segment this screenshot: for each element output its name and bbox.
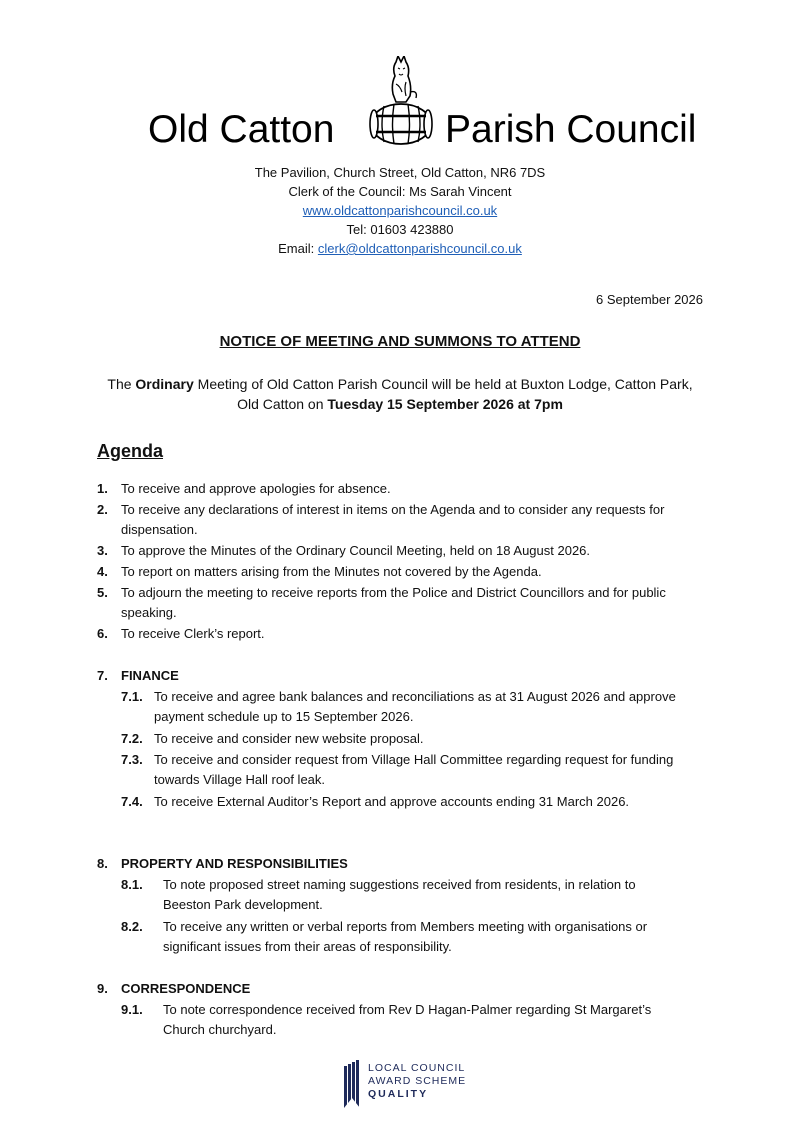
item-text: To receive External Auditor’s Report and approve accounts ending 31 March 2026.	[154, 794, 630, 809]
item-number: 7.4.	[121, 794, 143, 809]
email-link[interactable]: clerk@oldcattonparishcouncil.co.uk	[317, 241, 522, 256]
item-number: 6.	[97, 626, 108, 641]
section-heading: PROPERTY AND RESPONSIBILITIES	[121, 856, 348, 871]
agenda-heading: Agenda	[97, 441, 164, 461]
quality-award-icon	[344, 1060, 362, 1108]
item-text: To receive and approve apologies for absence.	[121, 481, 391, 496]
meeting-type: Ordinary	[135, 376, 194, 392]
item-number: 7.3.	[121, 752, 143, 767]
address-block	[0, 163, 800, 258]
notice-title: NOTICE OF MEETING AND SUMMONS TO ATTEND	[219, 333, 581, 350]
award-line-2: AWARD SCHEME	[368, 1075, 467, 1087]
award-line-1: LOCAL COUNCIL	[368, 1062, 466, 1074]
item-number: 5.	[97, 585, 108, 600]
item-text: To receive and agree bank balances and reconciliations as at 31 August 2026 and approve payment schedule up to 15 September 2026.	[154, 689, 676, 724]
item-text: To receive and consider request from Village Hall Committee regarding request for funding towards Village Hall roof leak.	[154, 752, 674, 787]
item-text: To receive any declarations of interest in items on the Agenda and to consider any requests for dispensation.	[121, 502, 665, 537]
item-number: 8.1.	[121, 877, 143, 892]
item-text: To report on matters arising from the Minutes not covered by the Agenda.	[121, 564, 542, 579]
section-heading: FINANCE	[121, 668, 179, 683]
item-number: 4.	[97, 564, 108, 579]
telephone: Tel: 01603 423880	[346, 222, 454, 237]
item-number: 2.	[97, 502, 108, 517]
item-number: 9.1.	[121, 1002, 143, 1017]
letter-date: 6 September 2026	[596, 292, 703, 307]
item-number: 3.	[97, 543, 108, 558]
award-scheme-logo	[344, 1060, 494, 1110]
item-text: To note correspondence received from Rev D Hagan-Palmer regarding St Margaret’s Church churchyard.	[163, 1002, 652, 1037]
item-text: To approve the Minutes of the Ordinary Council Meeting, held on 18 August 2026.	[121, 543, 591, 558]
website-link[interactable]: www.oldcattonparishcouncil.co.uk	[302, 203, 498, 218]
intro-text-2: Meeting of Old Catton Parish Council will be held at Buxton Lodge, Catton Park, Old Catton on	[193, 376, 693, 412]
item-number: 7.1.	[121, 689, 143, 704]
item-number: 7.	[97, 668, 108, 683]
postal-address: The Pavilion, Church Street, Old Catton, NR6 7DS	[254, 165, 546, 180]
item-text: To adjourn the meeting to receive reports from the Police and District Councillors and for public speaking.	[121, 585, 666, 620]
item-text: To receive and consider new website proposal.	[154, 731, 424, 746]
item-number: 8.	[97, 856, 108, 871]
cat-on-barrel-crest-icon	[366, 56, 436, 152]
title-right: Parish Council	[445, 108, 697, 151]
section-heading: CORRESPONDENCE	[121, 981, 251, 996]
item-text: To note proposed street naming suggestions received from residents, in relation to Beeston Park development.	[163, 877, 636, 912]
clerk-name: Clerk of the Council: Ms Sarah Vincent	[288, 184, 512, 199]
intro-text-1: The	[107, 376, 136, 392]
title-left: Old Catton	[148, 108, 335, 151]
meeting-datetime: Tuesday 15 September 2026 at 7pm	[327, 396, 563, 412]
item-number: 1.	[97, 481, 108, 496]
meeting-intro	[100, 374, 700, 414]
item-number: 9.	[97, 981, 108, 996]
item-number: 7.2.	[121, 731, 143, 746]
award-line-3: QUALITY	[368, 1088, 429, 1100]
item-number: 8.2.	[121, 919, 143, 934]
email-label: Email:	[278, 241, 315, 256]
item-text: To receive Clerk’s report.	[121, 626, 265, 641]
item-text: To receive any written or verbal reports from Members meeting with organisations or significant issues from their areas of responsibility.	[163, 919, 648, 954]
